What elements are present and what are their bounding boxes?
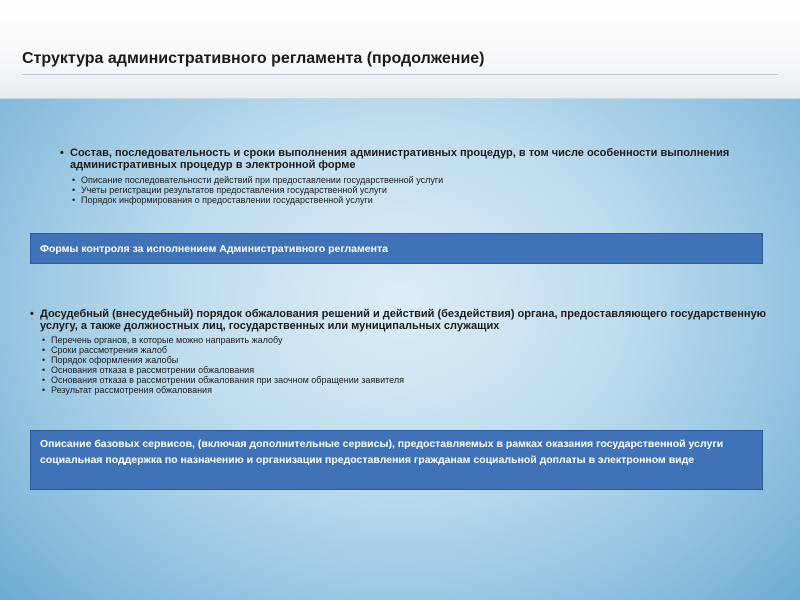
header-divider xyxy=(22,74,778,75)
list-item: • Сроки рассмотрения жалоб xyxy=(42,345,775,355)
control-forms-box: Формы контроля за исполнением Административного регламента xyxy=(30,233,763,264)
appeal-main-bullet: • Досудебный (внесудебный) порядок обжалования решений и действий (бездействия) органа, предоставляющего государственную услугу, а также должностных лиц, государственных или муниципальных служащих xyxy=(30,308,775,332)
list-item: • Основания отказа в рассмотрении обжалования при заочном обращении заявителя xyxy=(42,375,775,385)
procedures-sub-list xyxy=(60,175,740,205)
section-appeal xyxy=(30,308,775,395)
slide-title: Структура административного регламента (продолжение) xyxy=(22,50,485,67)
procedures-main-bullet: • Состав, последовательность и сроки выполнения административных процедур, в том числе особенности выполнения административных процедур в электронной форме xyxy=(60,147,740,171)
section-procedures xyxy=(60,147,740,205)
slide-header xyxy=(0,0,800,99)
list-item: • Перечень органов, в которые можно направить жалобу xyxy=(42,335,775,345)
list-item: • Порядок оформления жалобы xyxy=(42,355,775,365)
appeal-sub-list xyxy=(30,335,775,395)
base-services-box: Описание базовых сервисов, (включая дополнительные сервисы), предоставляемых в рамках оказания государственной услуги социальная поддержка по назначению и организации предоставления гражданам социальной доплаты в электронном виде xyxy=(30,430,763,490)
list-item: • Результат рассмотрения обжалования xyxy=(42,385,775,395)
list-item: • Учеты регистрации результатов предоставления государственной услуги xyxy=(72,185,740,195)
list-item: • Описание последовательности действий при предоставлении государственной услуги xyxy=(72,175,740,185)
list-item: • Основания отказа в рассмотрении обжалования xyxy=(42,365,775,375)
list-item: • Порядок информирования о предоставлении государственной услуги xyxy=(72,195,740,205)
